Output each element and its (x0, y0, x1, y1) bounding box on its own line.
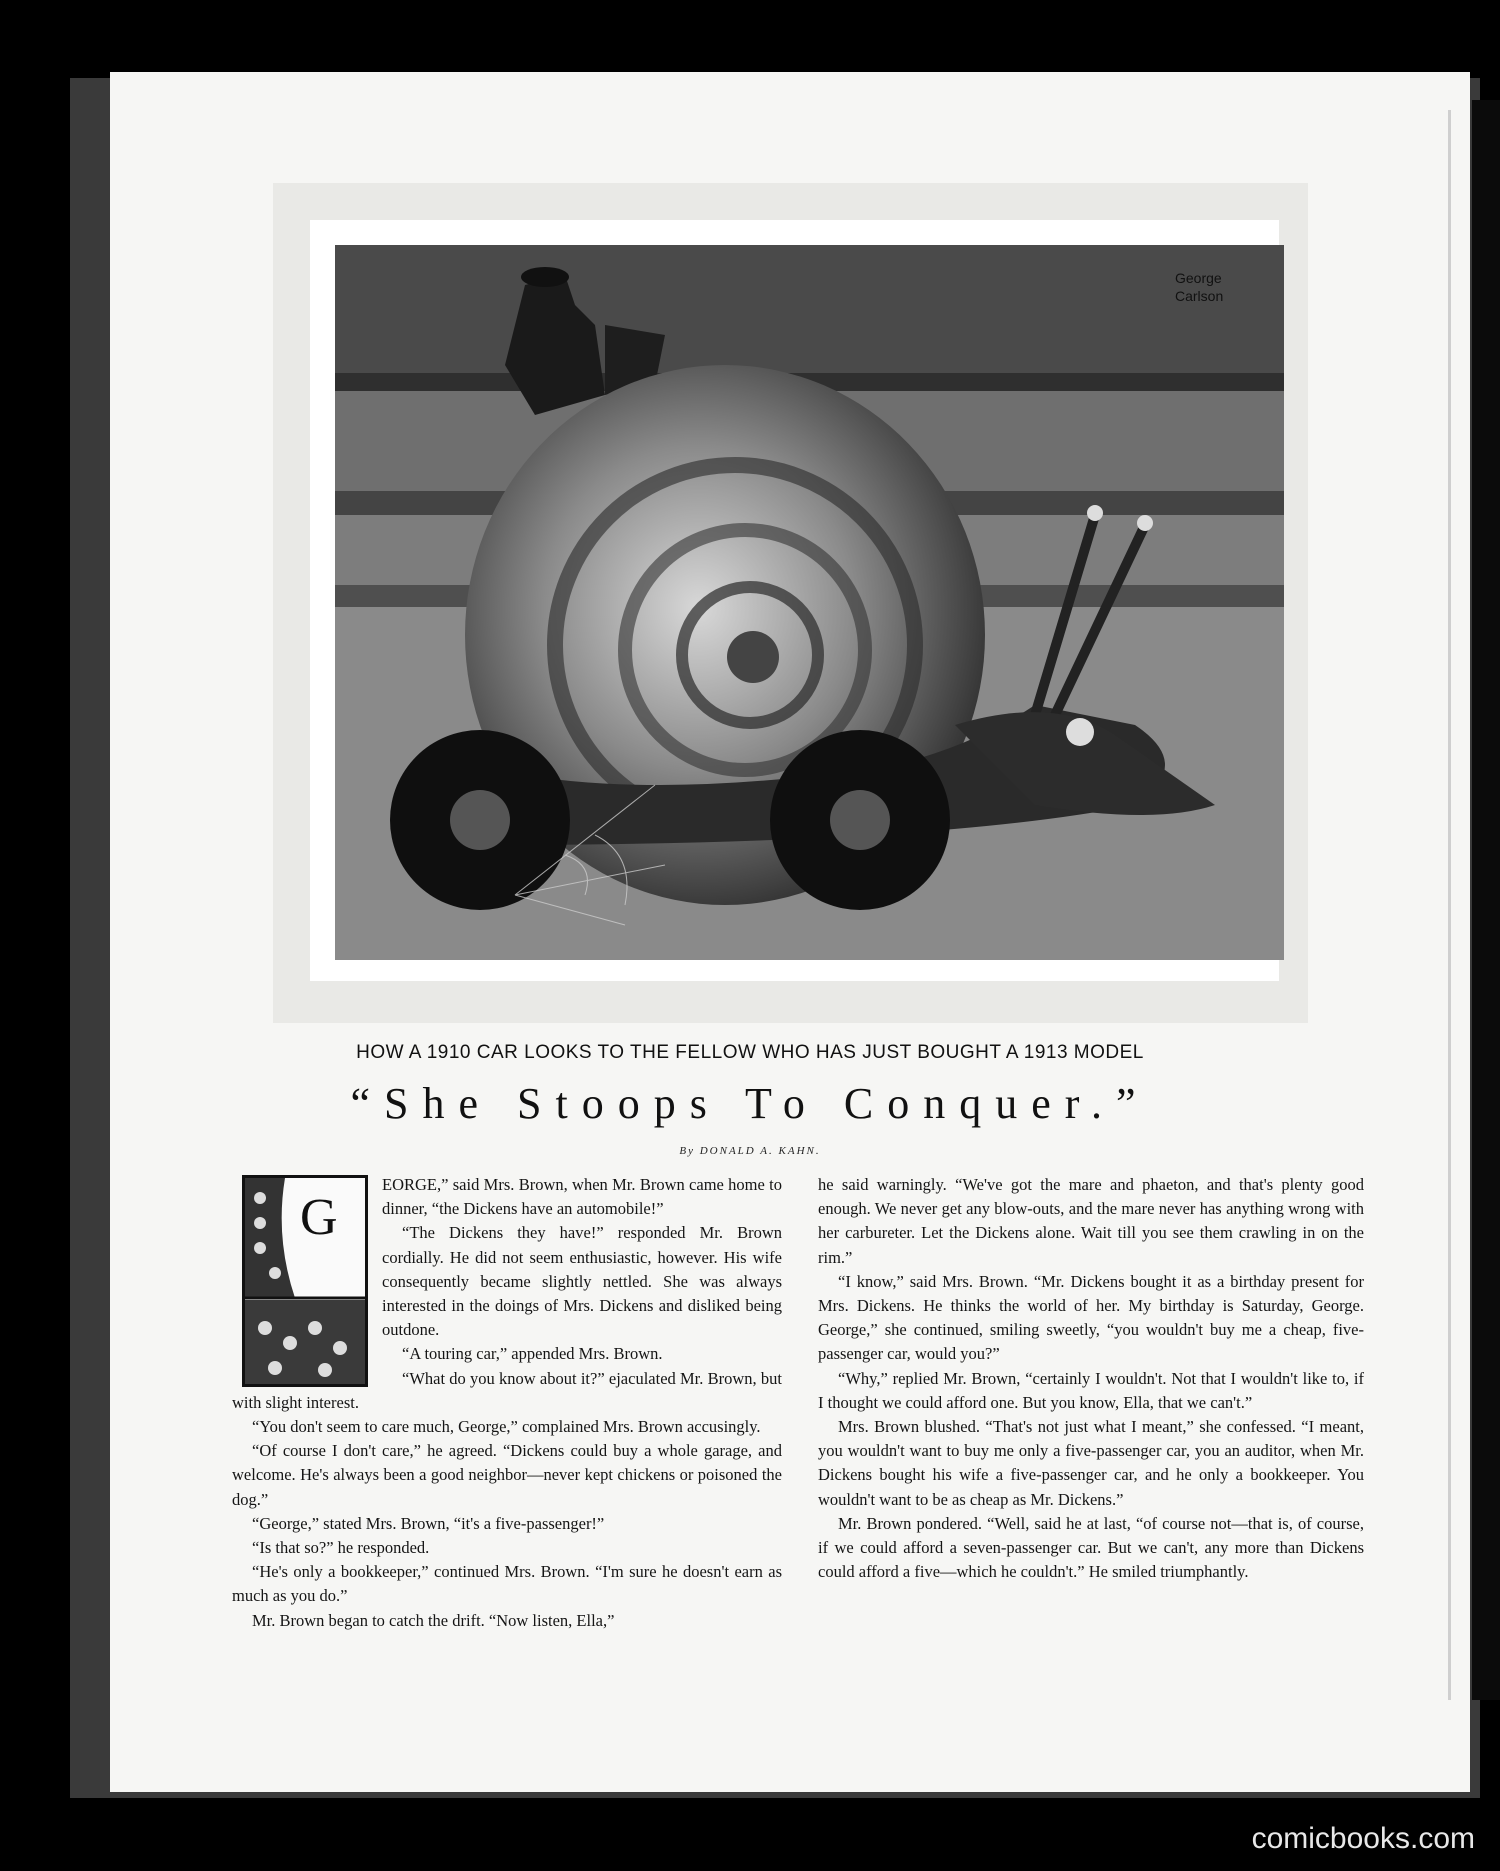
illustration-caption: HOW A 1910 CAR LOOKS TO THE FELLOW WHO HAS JUST BOUGHT A 1913 MODEL (356, 1042, 1144, 1063)
watermark: comicbooks.com (1251, 1822, 1475, 1855)
paragraph: “Is that so?” he responded. (252, 1538, 430, 1558)
paragraph: “What do you know about it?” ejaculated Mr. Brown, but with slight interest. (232, 1368, 782, 1412)
paragraph: “Why,” replied Mr. Brown, “certainly I wouldn't. Not that I wouldn't like to, if I thought we could afford one. But you know, Ella, that we can't.” (818, 1368, 1364, 1412)
paragraph: “The Dickens they have!” responded Mr. Brown cordially. He did not seem enthusiastic, however. His wife consequently became slightly nettled. She was always interested in the doings of Mrs. Dickens and disliked being outdone. (382, 1223, 782, 1340)
svg-text:Carlson: Carlson (1175, 288, 1224, 304)
paragraph: “A touring car,” appended Mrs. Brown. (402, 1344, 663, 1364)
right-column (818, 1173, 1364, 1584)
paragraph: “He's only a bookkeeper,” continued Mrs. Brown. “I'm sure he doesn't earn as much as you do.” (232, 1562, 782, 1606)
left-column (232, 1173, 782, 1633)
paragraph: EORGE,” said Mrs. Brown, when Mr. Brown came home to dinner, “the Dickens have an automobile!” (382, 1175, 782, 1219)
dropcap-letter: G (300, 1189, 338, 1246)
paragraph: “You don't seem to care much, George,” complained Mrs. Brown accusingly. (252, 1417, 761, 1437)
svg-text:George: George (1175, 270, 1222, 286)
story-title: “She Stoops To Conquer.” (350, 1079, 1150, 1128)
paragraph: “George,” stated Mrs. Brown, “it's a five-passenger!” (252, 1513, 605, 1533)
paragraph: he said warningly. “We've got the mare and phaeton, and that's plenty good enough. We never get any blow-outs, and the mare never has anything wrong with her carbureter. Let the Dickens alone. Wait till you see them crawling in on the rim.” (818, 1175, 1364, 1267)
paragraph: Mr. Brown began to catch the drift. “Now listen, Ella,” (252, 1610, 615, 1630)
binding-edge (1448, 110, 1451, 1700)
scan-border-right (1472, 100, 1500, 1700)
paragraph: Mrs. Brown blushed. “That's not just what I meant,” she confessed. “I meant, you wouldn't want to buy me only a five-passenger car, you an auditor, when Mr. Dickens bought his wife a five-passenger car, and he only a bookkeeper. You wouldn't want to be as cheap as Mr. Dickens.” (818, 1417, 1364, 1509)
paragraph: “Of course I don't care,” he agreed. “Dickens could buy a whole garage, and welcome. He's always been a good neighbor—never kept chickens or poisoned the dog.” (232, 1441, 782, 1509)
scan-border-left (0, 0, 70, 1871)
byline: By DONALD A. KAHN. (679, 1145, 821, 1157)
paragraph: Mr. Brown pondered. “Well, said he at last, “of course not—that is, of course, if we could afford a seven-passenger car. But we can't, any more than Dickens could afford a five—which he couldn't.” He smiled triumphantly. (818, 1513, 1364, 1582)
snail-car-illustration (335, 245, 1284, 960)
paragraph: “I know,” said Mrs. Brown. “Mr. Dickens bought it as a birthday present for Mrs. Dickens. He thinks the world of her. My birthday is Saturday, George. George,” she continued, smiling sweetly, “you wouldn't buy me a cheap, five-passenger car, would you?” (818, 1271, 1364, 1364)
dropcap (242, 1175, 368, 1387)
